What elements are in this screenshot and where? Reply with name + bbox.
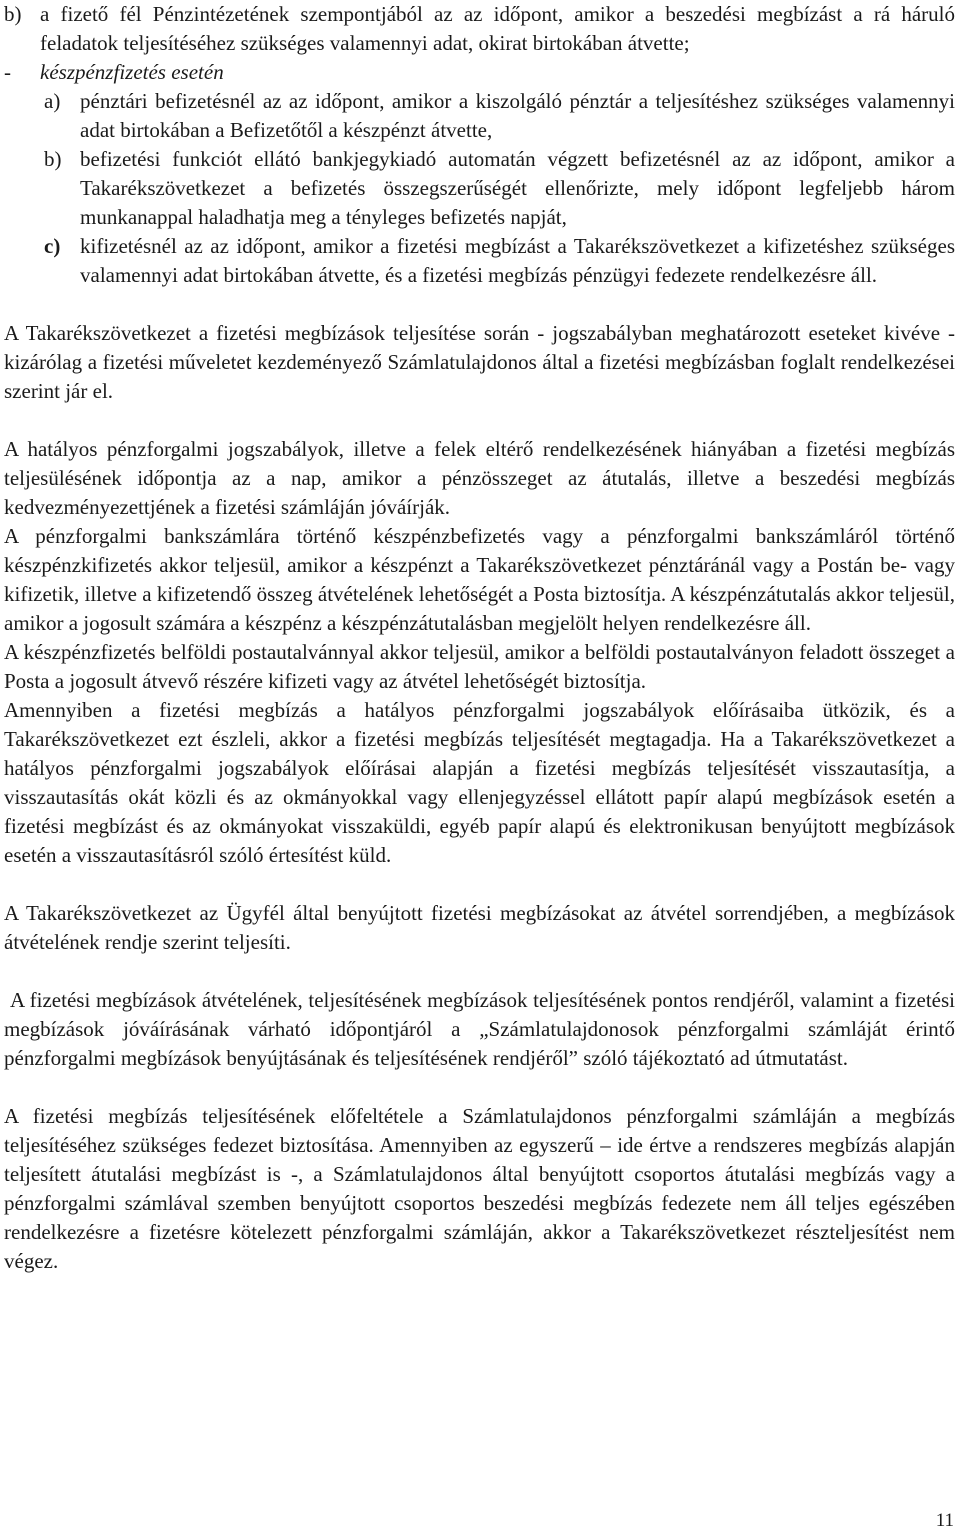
page-number: 11 xyxy=(935,1510,954,1531)
document-page xyxy=(4,0,955,1276)
paragraph: A készpénzfizetés belföldi postautalvánnyal akkor teljesül, amikor a belföldi postautalványon feladott összeget a Posta a jogosult átvevő részére kifizeti vagy az átvétel lehetőségét biztosítja. xyxy=(4,640,955,693)
list-marker: b) xyxy=(44,147,62,171)
paragraph: Amennyiben a fizetési megbízás a hatályos pénzforgalmi jogszabályok előírásaiba ütközik, és a Takarékszövetkezet ezt észleli, akkor a fizetési megbízás teljesítését megtagadja. Ha a Takarékszövetkezet a hatályos pénzforgalmi jogszabályok előírásai alapján a fizetési megbízás teljesítését visszautasítja, a visszautasítás okát közli és az okmányokkal vagy ellenjegyzéssel ellátott papír alapú megbízások esetén a fizetési megbízást és az okmányokat visszaküldi, egyéb papír alapú és elektronikusan benyújtott megbízások esetén a visszautasításról szóló értesítést küld. xyxy=(4,698,955,867)
sub-item-a xyxy=(4,87,955,145)
sub-item-c xyxy=(4,232,955,290)
list-item-text: pénztári befizetésnél az az időpont, amikor a kiszolgáló pénztár a teljesítéshez szükséges valamennyi adat birtokában a Befizetőtől a készpénzt átvette, xyxy=(80,89,955,142)
paragraph: A Takarékszövetkezet a fizetési megbízások teljesítése során - jogszabályban meghatározott eseteket kivéve - kizárólag a fizetési műveletet kezdeményező Számlatulajdonos által a fizetési megbízásban foglalt rendelkezései szerint jár el. xyxy=(4,321,955,403)
paragraph: A fizetési megbízások átvételének, teljesítésének megbízások teljesítésének pontos rendjéről, valamint a fizetési megbízások jóváírásának várható időpontjáról a „Számlatulajdonosok pénzforgalmi számláját érintő pénzforgalmi megbízások benyújtásának és teljesítésének rendjéről” szóló tájékoztató ad útmutatást. xyxy=(4,988,955,1070)
paragraph: A Takarékszövetkezet az Ügyfél által benyújtott fizetési megbízásokat az átvétel sorrendjében, a megbízások átvételének rendje szerint teljesíti. xyxy=(4,901,955,954)
paragraph: A pénzforgalmi bankszámlára történő készpénzbefizetés vagy a pénzforgalmi bankszámláról történő készpénzkifizetés akkor teljesül, amikor a készpénzt a Takarékszövetkezet pénztáránál vagy a Postán be- vagy kifizetik, illetve a kifizetendő összeg átvételének lehetőségét a Posta biztosítja. A készpénzátutalás akkor teljesül, amikor a jogosult számára a készpénz a készpénzátutalásban megjelölt helyen rendelkezésre áll. xyxy=(4,524,955,635)
list-item-text: befizetési funkciót ellátó bankjegykiadó automatán végzett befizetésnél az az időpont, amikor a Takarékszövetkezet a befizetés összegszerűségét ellenőrizte, mely időpont legfeljebb három munkanappal haladhatja meg a tényleges befizetés napját, xyxy=(80,147,955,229)
list-item-dash xyxy=(4,58,955,87)
list-item-text: kifizetésnél az az időpont, amikor a fizetési megbízást a Takarékszövetkezet a kifizetéshez szükséges valamennyi adat birtokában átvette, és a fizetési megbízás pénzügyi fedezete rendelkezésre áll. xyxy=(80,234,955,287)
list-marker: - xyxy=(4,60,11,84)
paragraph: A fizetési megbízás teljesítésének előfeltétele a Számlatulajdonos pénzforgalmi számláján a megbízás teljesítéséhez szükséges fedezet biztosítása. Amennyiben az egyszerű – ide értve a rendszeres megbízás alapján teljesített átutalási megbízást is -, a Számlatulajdonos által benyújtott csoportos átutalási megbízás vagy a pénzforgalmi számlával szemben benyújtott csoportos beszedési megbízás fedezete nem áll teljes egészében rendelkezésre a fizetésre kötelezett pénzforgalmi számláján, akkor a Takarékszövetkezet részteljesítést nem végez. xyxy=(4,1104,955,1273)
paragraph: A hatályos pénzforgalmi jogszabályok, illetve a felek eltérő rendelkezésének hiányában a fizetési megbízás teljesülésének időpontja az a nap, amikor a pénzösszeget az átutalás, illetve a beszedési megbízás kedvezményezettjének a fizetési számláján jóváírják. xyxy=(4,437,955,519)
list-marker: c) xyxy=(44,234,61,258)
list-item-b xyxy=(4,0,955,58)
list-marker: a) xyxy=(44,89,61,113)
sub-item-b xyxy=(4,145,955,232)
list-item-text: készpénzfizetés esetén xyxy=(40,60,224,84)
list-item-text: a fizető fél Pénzintézetének szempontjából az az időpont, amikor a beszedési megbízást a rá háruló feladatok teljesítéséhez szükséges valamennyi adat, okirat birtokában átvette; xyxy=(40,2,955,55)
list-marker: b) xyxy=(4,2,22,26)
